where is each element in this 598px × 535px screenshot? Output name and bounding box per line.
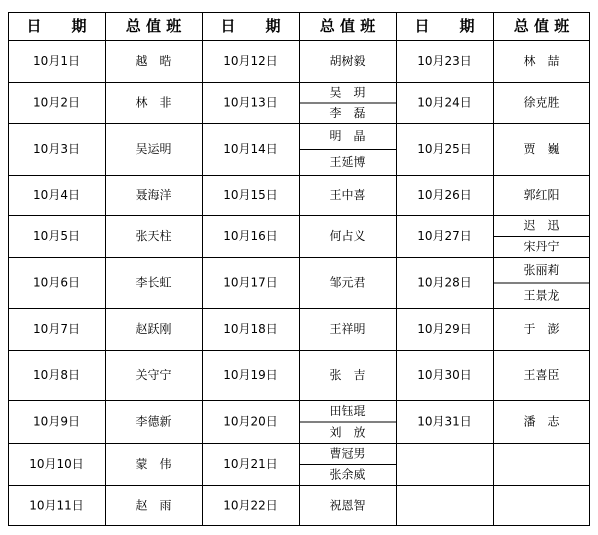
- date-cell: 10月30日: [417, 368, 472, 382]
- duty-name: 徐克胜: [523, 95, 560, 110]
- duty-name: 郭红阳: [523, 188, 560, 202]
- date-cell: 10月12日: [223, 54, 278, 68]
- date-cell: 10月23日: [417, 54, 472, 68]
- duty-name: 关守宁: [135, 368, 172, 382]
- duty-name: 曹冠男: [329, 446, 366, 461]
- duty-name: 明 晶: [329, 129, 366, 143]
- duty-name: 胡树毅: [329, 54, 366, 68]
- date-cell: 10月5日: [33, 229, 80, 243]
- duty-name: 张 吉: [329, 368, 366, 382]
- duty-name: 蒙 伟: [135, 457, 172, 471]
- duty-name: 聂海洋: [135, 188, 172, 202]
- duty-name: 张余威: [329, 467, 366, 482]
- date-cell: 10月2日: [33, 95, 80, 110]
- duty-name: 于 澎: [523, 322, 560, 336]
- roster-grid: [8, 12, 590, 526]
- duty-name: 吴运明: [135, 142, 172, 156]
- date-cell: 10月18日: [223, 322, 278, 336]
- date-cell: 10月10日: [29, 457, 84, 471]
- duty-name: 张天柱: [135, 229, 172, 243]
- duty-name: 张丽莉: [523, 262, 560, 277]
- date-cell: 10月27日: [417, 229, 472, 243]
- date-cell: 10月9日: [33, 414, 80, 429]
- duty-name: 邹元君: [329, 275, 366, 290]
- date-cell: 10月20日: [223, 414, 278, 429]
- duty-name: 越 晧: [135, 54, 172, 68]
- duty-name: 王中喜: [329, 188, 366, 202]
- date-cell: 10月28日: [417, 275, 472, 290]
- date-cell: 10月15日: [223, 188, 278, 202]
- duty-name: 赵 雨: [135, 498, 172, 513]
- header-date: 日 期: [26, 17, 87, 35]
- header-duty: 总 值 班: [513, 17, 570, 35]
- date-cell: 10月14日: [223, 142, 278, 156]
- date-cell: 10月4日: [33, 188, 80, 202]
- date-cell: 10月26日: [417, 188, 472, 202]
- date-cell: 10月22日: [223, 498, 278, 513]
- duty-name: 王延博: [329, 155, 366, 169]
- date-cell: 10月24日: [417, 95, 472, 110]
- duty-name: 林 非: [135, 95, 172, 110]
- date-cell: 10月16日: [223, 229, 278, 243]
- date-cell: 10月13日: [223, 95, 278, 110]
- date-cell: 10月8日: [33, 368, 80, 382]
- duty-name: 吴 玥: [329, 85, 366, 100]
- duty-name: 何占义: [329, 229, 366, 243]
- duty-name: 王喜臣: [523, 368, 560, 382]
- header-date: 日 期: [414, 17, 475, 35]
- date-cell: 10月6日: [33, 275, 80, 290]
- date-cell: 10月25日: [417, 142, 472, 156]
- date-cell: 10月11日: [29, 498, 84, 513]
- duty-name: 祝恩智: [329, 498, 366, 513]
- duty-name: 王祥明: [329, 322, 366, 336]
- date-cell: 10月21日: [223, 457, 278, 471]
- duty-name: 宋丹宁: [523, 239, 560, 254]
- header-date: 日 期: [220, 17, 281, 35]
- date-cell: 10月31日: [417, 414, 472, 429]
- date-cell: 10月1日: [33, 54, 80, 68]
- header-duty: 总 值 班: [125, 17, 182, 35]
- date-cell: 10月17日: [223, 275, 278, 290]
- duty-roster-table: [8, 12, 590, 526]
- date-cell: 10月29日: [417, 322, 472, 336]
- duty-name: 贾 巍: [523, 142, 560, 156]
- duty-name: 刘 放: [329, 425, 366, 440]
- duty-name: 潘 志: [523, 414, 560, 429]
- header-duty: 总 值 班: [319, 17, 376, 35]
- date-cell: 10月3日: [33, 142, 80, 156]
- duty-name: 赵跃刚: [135, 322, 172, 336]
- duty-name: 李德新: [135, 414, 172, 429]
- duty-name: 王景龙: [523, 288, 560, 303]
- duty-name: 田钰琨: [329, 403, 366, 418]
- duty-name: 李 磊: [329, 105, 366, 120]
- duty-name: 林 喆: [523, 54, 560, 68]
- date-cell: 10月7日: [33, 322, 80, 336]
- duty-name: 李长虹: [135, 275, 172, 290]
- date-cell: 10月19日: [223, 368, 278, 382]
- duty-name: 迟 迅: [523, 218, 560, 233]
